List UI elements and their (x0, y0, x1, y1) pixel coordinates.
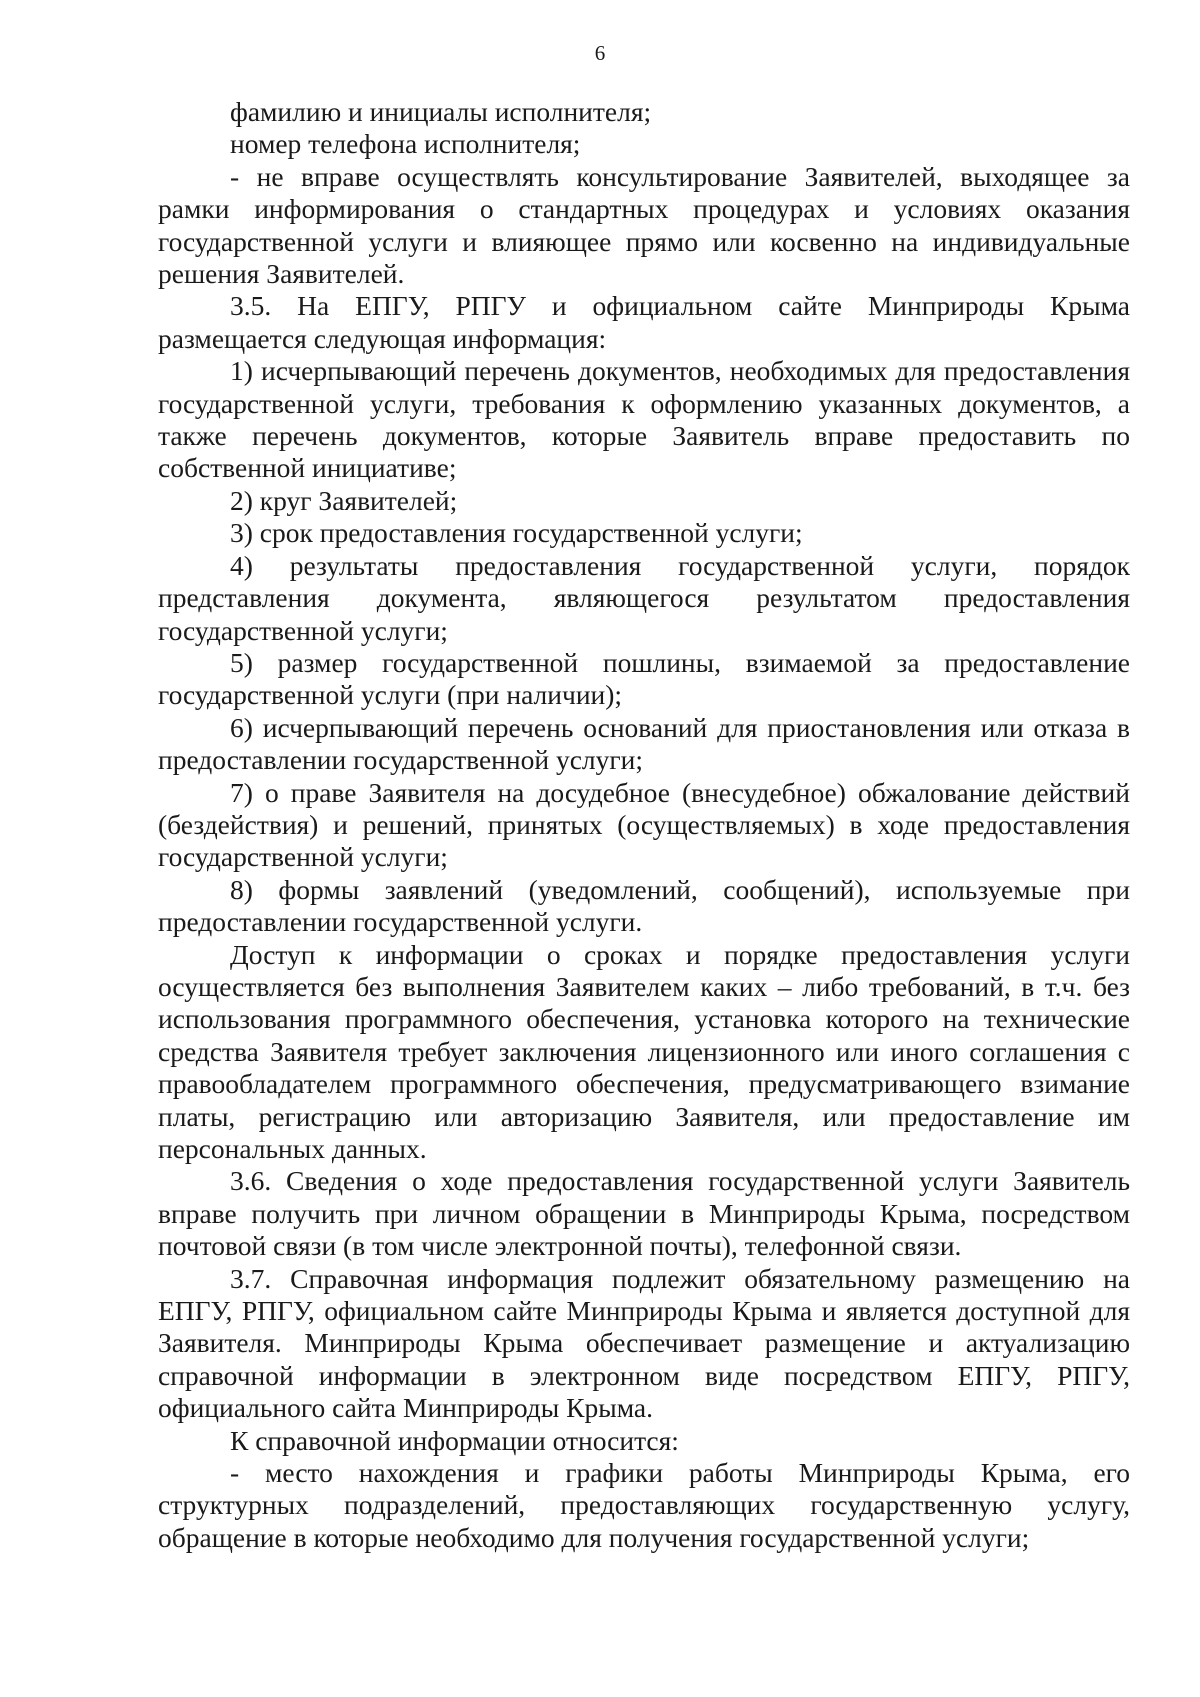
paragraph: 3) срок предоставления государственной услуги; (230, 517, 803, 549)
paragraph: - место нахождения и графики работы Минприроды Крыма, его структурных подразделений, предоставляющих государственную услугу, обращение в которые необходимо для получения государственной услуги; (158, 1457, 1130, 1553)
paragraph: номер телефона исполнителя; (230, 128, 581, 160)
paragraph: - не вправе осуществлять консультирование Заявителей, выходящее за рамки информирования о стандартных процедурах и условиях оказания государственной услуги и влияющее прямо или косвенно на индивидуальные решения Заявителей. (158, 160, 1130, 290)
paragraph: 3.6. Сведения о ходе предоставления государственной услуги Заявитель вправе получить при личном обращении в Минприроды Крыма, посредством почтовой связи (в том числе электронной почты), телефонной связи. (158, 1165, 1130, 1262)
paragraph: Доступ к информации о сроках и порядке предоставления услуги осуществляется без выполнения Заявителем каких – либо требований, в т.ч. без использования программного обеспечения, установка которого на технические средства Заявителя требует заключения лицензионного или иного соглашения с правообладателем программного обеспечения, предусматривающего взимание платы, регистрацию или авторизацию Заявителя, или предоставление им персональных данных. (158, 938, 1130, 1164)
paragraph: 2) круг Заявителей; (230, 484, 458, 516)
paragraph: 5) размер государственной пошлины, взимаемой за предоставление государственной услуги (при наличии); (158, 646, 1130, 711)
paragraph: 3.7. Справочная информация подлежит обязательному размещению на ЕПГУ, РПГУ, официальном сайте Минприроды Крыма и является доступной для Заявителя. Минприроды Крыма обеспечивает размещение и актуализацию справочной информации в электронном виде посредством ЕПГУ, РПГУ, официального сайта Минприроды Крыма. (158, 1262, 1130, 1424)
paragraph: 4) результаты предоставления государственной услуги, порядок представления документа, являющегося результатом предоставления государственной услуги; (158, 549, 1130, 646)
document-body (158, 96, 1130, 1554)
paragraph: 6) исчерпывающий перечень оснований для приостановления или отказа в предоставлении государственной услуги; (158, 711, 1130, 776)
paragraph: 8) формы заявлений (уведомлений, сообщений), используемые при предоставлении государственной услуги. (158, 873, 1130, 938)
paragraph: 1) исчерпывающий перечень документов, необходимых для предоставления государственной услуги, требования к оформлению указанных документов, а также перечень документов, которые Заявитель вправе предоставить по собственной инициативе; (158, 355, 1130, 484)
paragraph: 3.5. На ЕПГУ, РПГУ и официальном сайте Минприроды Крыма размещается следующая информация: (158, 290, 1130, 354)
paragraph: фамилию и инициалы исполнителя; (230, 96, 652, 127)
page-number: 6 (594, 41, 606, 65)
paragraph: 7) о праве Заявителя на досудебное (внесудебное) обжалование действий (бездействия) и решений, принятых (осуществляемых) в ходе предоставления государственной услуги; (158, 776, 1130, 873)
paragraph: К справочной информации относится: (230, 1424, 679, 1456)
